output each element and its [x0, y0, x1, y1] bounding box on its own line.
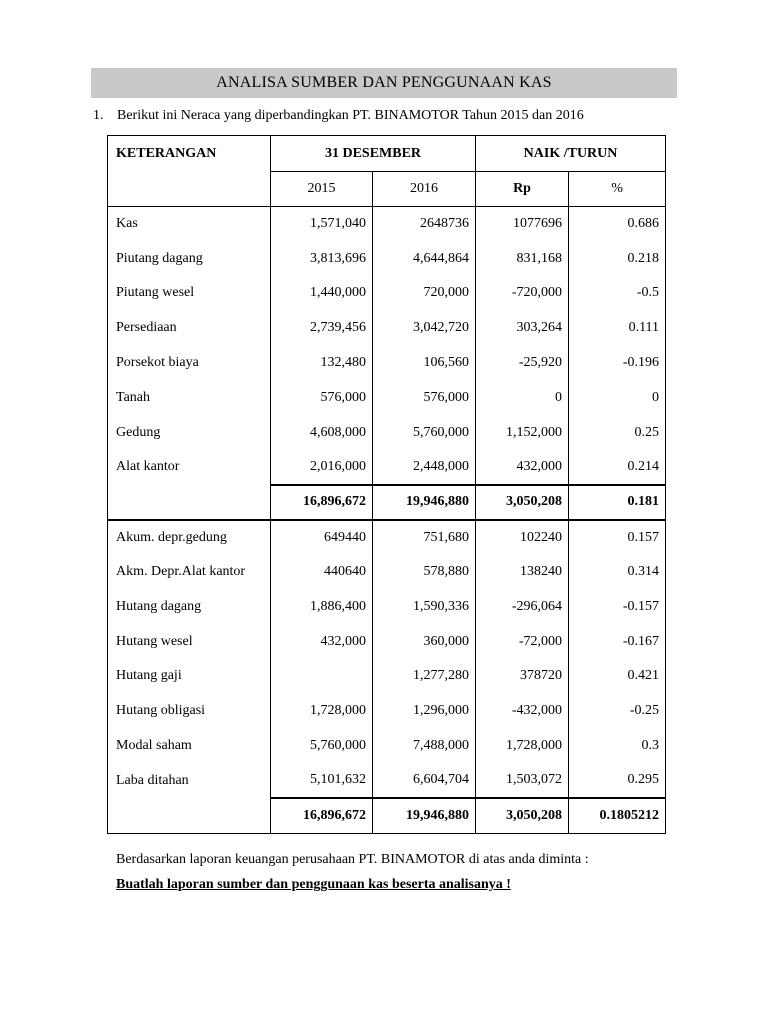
cell-pct: 0.157 [569, 520, 666, 555]
cell-v2016: 360,000 [373, 624, 476, 659]
row-label: Kas [108, 207, 271, 242]
intro-line [93, 108, 693, 124]
cell-v2015: 2,739,456 [271, 311, 373, 346]
row-label: Gedung [108, 415, 271, 450]
cell-v2015: 5,760,000 [271, 729, 373, 764]
cell-v2016: 578,880 [373, 555, 476, 590]
cell-rp: 0 [476, 380, 569, 415]
task-text: Buatlah laporan sumber dan penggunaan kas beserta analisanya ! [116, 877, 511, 892]
cell-v2016: 106,560 [373, 346, 476, 381]
cell-v2015: 649440 [271, 520, 373, 555]
total-row [108, 485, 666, 520]
cell-v2015: 432,000 [271, 624, 373, 659]
row-label: Modal saham [108, 729, 271, 764]
cell-pct: 0.421 [569, 659, 666, 694]
total-pct: 0.181 [569, 485, 666, 520]
row-label: Alat kantor [108, 450, 271, 485]
cell-v2016: 6,604,704 [373, 763, 476, 798]
cell-pct: 0.314 [569, 555, 666, 590]
cell-pct: 0.686 [569, 207, 666, 242]
table-row [108, 520, 666, 555]
cell-v2015: 4,608,000 [271, 415, 373, 450]
table-row [108, 241, 666, 276]
row-label: Piutang dagang [108, 241, 271, 276]
cell-v2015: 1,440,000 [271, 276, 373, 311]
balance-sheet-table [107, 135, 666, 834]
cell-v2015: 576,000 [271, 380, 373, 415]
instruction-text: Berdasarkan laporan keuangan perusahaan PT. BINAMOTOR di atas anda diminta : [116, 852, 589, 867]
total-label [108, 798, 271, 833]
row-label: Akum. depr.gedung [108, 520, 271, 555]
total-label [108, 485, 271, 520]
cell-rp: 378720 [476, 659, 569, 694]
header-2015: 2015 [271, 172, 373, 207]
header-keterangan-cont [108, 172, 271, 207]
cell-pct: -0.5 [569, 276, 666, 311]
total-rp: 3,050,208 [476, 798, 569, 833]
header-rp: Rp [476, 172, 569, 207]
total-row [108, 798, 666, 833]
total-pct: 0.1805212 [569, 798, 666, 833]
cell-v2015: 1,728,000 [271, 694, 373, 729]
row-label: Hutang wesel [108, 624, 271, 659]
cell-rp: 1077696 [476, 207, 569, 242]
cell-v2016: 1,277,280 [373, 659, 476, 694]
table-row [108, 729, 666, 764]
row-label: Porsekot biaya [108, 346, 271, 381]
row-label: Persediaan [108, 311, 271, 346]
total-v2016: 19,946,880 [373, 798, 476, 833]
cell-v2016: 7,488,000 [373, 729, 476, 764]
header-2016: 2016 [373, 172, 476, 207]
cell-v2016: 576,000 [373, 380, 476, 415]
intro-number: 1. [93, 108, 104, 123]
cell-rp: 1,728,000 [476, 729, 569, 764]
cell-pct: 0.3 [569, 729, 666, 764]
cell-v2016: 2648736 [373, 207, 476, 242]
cell-v2016: 5,760,000 [373, 415, 476, 450]
cell-pct: 0.295 [569, 763, 666, 798]
cell-v2015 [271, 659, 373, 694]
table-row [108, 694, 666, 729]
intro-text: Berikut ini Neraca yang diperbandingkan PT. BINAMOTOR Tahun 2015 dan 2016 [117, 108, 584, 123]
table-row [108, 450, 666, 485]
cell-rp: -296,064 [476, 589, 569, 624]
cell-rp: 102240 [476, 520, 569, 555]
cell-pct: 0.25 [569, 415, 666, 450]
table-row [108, 276, 666, 311]
cell-rp: -720,000 [476, 276, 569, 311]
total-v2015: 16,896,672 [271, 485, 373, 520]
cell-v2016: 1,590,336 [373, 589, 476, 624]
cell-pct: 0.111 [569, 311, 666, 346]
cell-rp: 1,503,072 [476, 763, 569, 798]
row-label: Hutang obligasi [108, 694, 271, 729]
cell-v2015: 1,571,040 [271, 207, 373, 242]
cell-pct: 0.214 [569, 450, 666, 485]
cell-pct: 0.218 [569, 241, 666, 276]
table-row [108, 624, 666, 659]
cell-rp: 1,152,000 [476, 415, 569, 450]
table-row [108, 763, 666, 798]
cell-pct: -0.196 [569, 346, 666, 381]
row-label: Laba ditahan [108, 763, 271, 798]
cell-v2015: 3,813,696 [271, 241, 373, 276]
cell-pct: -0.157 [569, 589, 666, 624]
cell-v2015: 132,480 [271, 346, 373, 381]
cell-rp: 831,168 [476, 241, 569, 276]
cell-pct: 0 [569, 380, 666, 415]
row-label: Akm. Depr.Alat kantor [108, 555, 271, 590]
total-v2016: 19,946,880 [373, 485, 476, 520]
cell-pct: -0.25 [569, 694, 666, 729]
cell-rp: -72,000 [476, 624, 569, 659]
row-label: Tanah [108, 380, 271, 415]
cell-rp: -25,920 [476, 346, 569, 381]
cell-rp: -432,000 [476, 694, 569, 729]
table-row [108, 589, 666, 624]
row-label: Piutang wesel [108, 276, 271, 311]
header-keterangan: KETERANGAN [108, 136, 271, 172]
total-v2015: 16,896,672 [271, 798, 373, 833]
cell-v2015: 5,101,632 [271, 763, 373, 798]
row-label: Hutang gaji [108, 659, 271, 694]
table-row [108, 659, 666, 694]
cell-pct: -0.167 [569, 624, 666, 659]
total-rp: 3,050,208 [476, 485, 569, 520]
table-row [108, 380, 666, 415]
cell-rp: 303,264 [476, 311, 569, 346]
cell-v2016: 1,296,000 [373, 694, 476, 729]
cell-v2016: 2,448,000 [373, 450, 476, 485]
header-31-desember: 31 DESEMBER [271, 136, 476, 172]
cell-rp: 432,000 [476, 450, 569, 485]
table-row [108, 207, 666, 242]
table-row [108, 555, 666, 590]
cell-v2015: 440640 [271, 555, 373, 590]
cell-rp: 138240 [476, 555, 569, 590]
cell-v2015: 1,886,400 [271, 589, 373, 624]
page-title: ANALISA SUMBER DAN PENGGUNAAN KAS [91, 68, 677, 98]
cell-v2016: 751,680 [373, 520, 476, 555]
cell-v2016: 4,644,864 [373, 241, 476, 276]
table-row [108, 346, 666, 381]
row-label: Hutang dagang [108, 589, 271, 624]
table-row [108, 415, 666, 450]
header-naik-turun: NAIK /TURUN [476, 136, 666, 172]
header-percent: % [569, 172, 666, 207]
cell-v2016: 720,000 [373, 276, 476, 311]
cell-v2016: 3,042,720 [373, 311, 476, 346]
cell-v2015: 2,016,000 [271, 450, 373, 485]
table-row [108, 311, 666, 346]
